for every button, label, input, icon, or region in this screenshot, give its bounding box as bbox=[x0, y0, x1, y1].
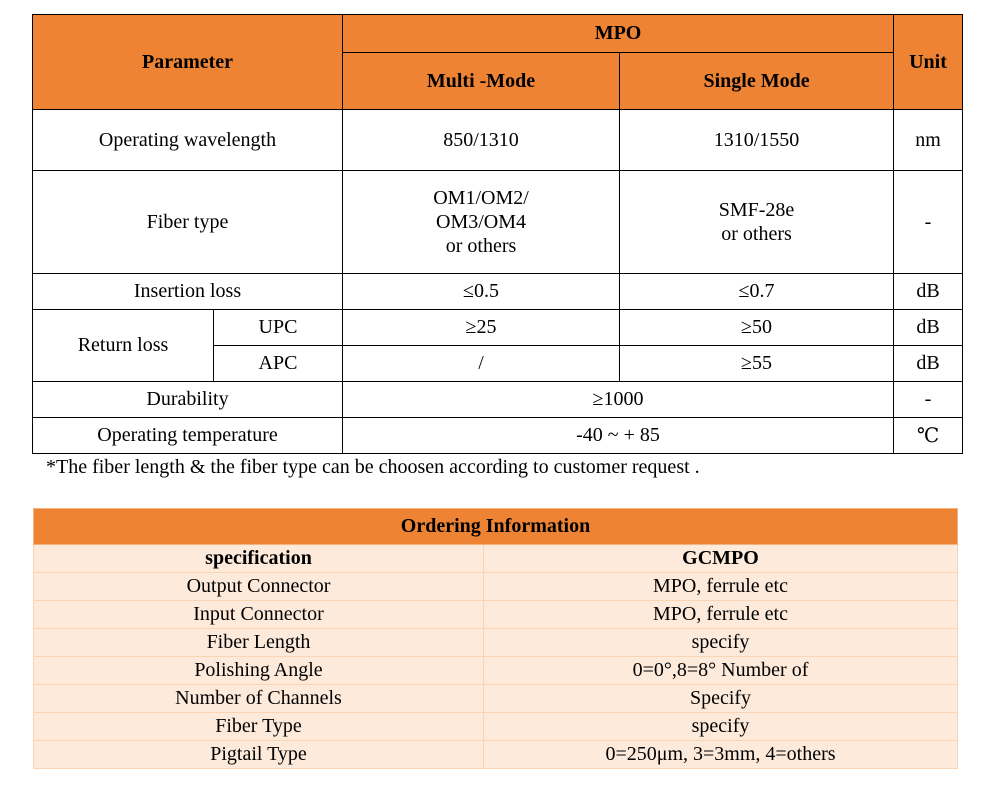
apc-label: APC bbox=[214, 346, 343, 382]
table-row bbox=[34, 741, 958, 769]
fiber-type-multi-line: OM3/OM4 bbox=[436, 211, 527, 233]
upc-label: UPC bbox=[214, 310, 343, 346]
ordering-spec: Polishing Angle bbox=[34, 657, 484, 685]
header-single-mode: Single Mode bbox=[620, 53, 894, 110]
apc-multi: / bbox=[343, 346, 620, 382]
ordering-spec: Pigtail Type bbox=[34, 741, 484, 769]
ordering-value: MPO, ferrule etc bbox=[484, 573, 958, 601]
temperature-label: Operating temperature bbox=[33, 418, 343, 454]
fiber-type-single bbox=[620, 171, 894, 274]
durability-value: ≥1000 bbox=[343, 382, 894, 418]
ordering-spec: Fiber Type bbox=[34, 713, 484, 741]
fiber-type-single-line: SMF-28e bbox=[718, 199, 795, 221]
table-row bbox=[34, 601, 958, 629]
row-return-loss-upc bbox=[33, 310, 963, 346]
fiber-type-multi bbox=[343, 171, 620, 274]
upc-multi: ≥25 bbox=[343, 310, 620, 346]
insertion-loss-label: Insertion loss bbox=[33, 274, 343, 310]
table-row bbox=[34, 573, 958, 601]
wavelength-single: 1310/1550 bbox=[620, 110, 894, 171]
insertion-loss-multi: ≤0.5 bbox=[343, 274, 620, 310]
temperature-value: -40 ~ + 85 bbox=[343, 418, 894, 454]
ordering-value: MPO, ferrule etc bbox=[484, 601, 958, 629]
fiber-type-multi-line: OM1/OM2/ bbox=[433, 187, 529, 209]
insertion-loss-unit: dB bbox=[894, 274, 963, 310]
ordering-title: Ordering Information bbox=[34, 509, 958, 545]
header-parameter: Parameter bbox=[33, 15, 343, 110]
ordering-table bbox=[33, 508, 958, 769]
table-row bbox=[34, 657, 958, 685]
fiber-type-label: Fiber type bbox=[33, 171, 343, 274]
temperature-unit: ℃ bbox=[894, 418, 963, 454]
fiber-type-single-line: or others bbox=[721, 223, 792, 245]
row-insertion-loss bbox=[33, 274, 963, 310]
wavelength-multi: 850/1310 bbox=[343, 110, 620, 171]
durability-unit: - bbox=[894, 382, 963, 418]
ordering-value: 0=250μm, 3=3mm, 4=others bbox=[484, 741, 958, 769]
row-wavelength bbox=[33, 110, 963, 171]
table-row bbox=[34, 629, 958, 657]
header-mpo: MPO bbox=[343, 15, 894, 53]
wavelength-label: Operating wavelength bbox=[33, 110, 343, 171]
ordering-value: specify bbox=[484, 629, 958, 657]
header-unit: Unit bbox=[894, 15, 963, 110]
ordering-value: specify bbox=[484, 713, 958, 741]
ordering-spec: Fiber Length bbox=[34, 629, 484, 657]
spec-table bbox=[32, 14, 963, 454]
upc-single: ≥50 bbox=[620, 310, 894, 346]
fiber-type-multi-line: or others bbox=[445, 235, 517, 257]
upc-unit: dB bbox=[894, 310, 963, 346]
ordering-value: Specify bbox=[484, 685, 958, 713]
fiber-type-unit: - bbox=[894, 171, 963, 274]
apc-single: ≥55 bbox=[620, 346, 894, 382]
ordering-spec: Input Connector bbox=[34, 601, 484, 629]
footnote: *The fiber length & the fiber type can be choosen according to customer request . bbox=[46, 456, 700, 478]
insertion-loss-single: ≤0.7 bbox=[620, 274, 894, 310]
table-row bbox=[34, 713, 958, 741]
header-multi-mode: Multi -Mode bbox=[343, 53, 620, 110]
ordering-col-spec: specification bbox=[34, 545, 484, 573]
ordering-col-model: GCMPO bbox=[484, 545, 958, 573]
row-temperature bbox=[33, 418, 963, 454]
row-fiber-type bbox=[33, 171, 963, 274]
apc-unit: dB bbox=[894, 346, 963, 382]
ordering-spec: Number of Channels bbox=[34, 685, 484, 713]
row-durability bbox=[33, 382, 963, 418]
durability-label: Durability bbox=[33, 382, 343, 418]
table-row bbox=[34, 685, 958, 713]
wavelength-unit: nm bbox=[894, 110, 963, 171]
ordering-value: 0=0°,8=8° Number of bbox=[484, 657, 958, 685]
return-loss-label: Return loss bbox=[33, 310, 214, 382]
ordering-spec: Output Connector bbox=[34, 573, 484, 601]
